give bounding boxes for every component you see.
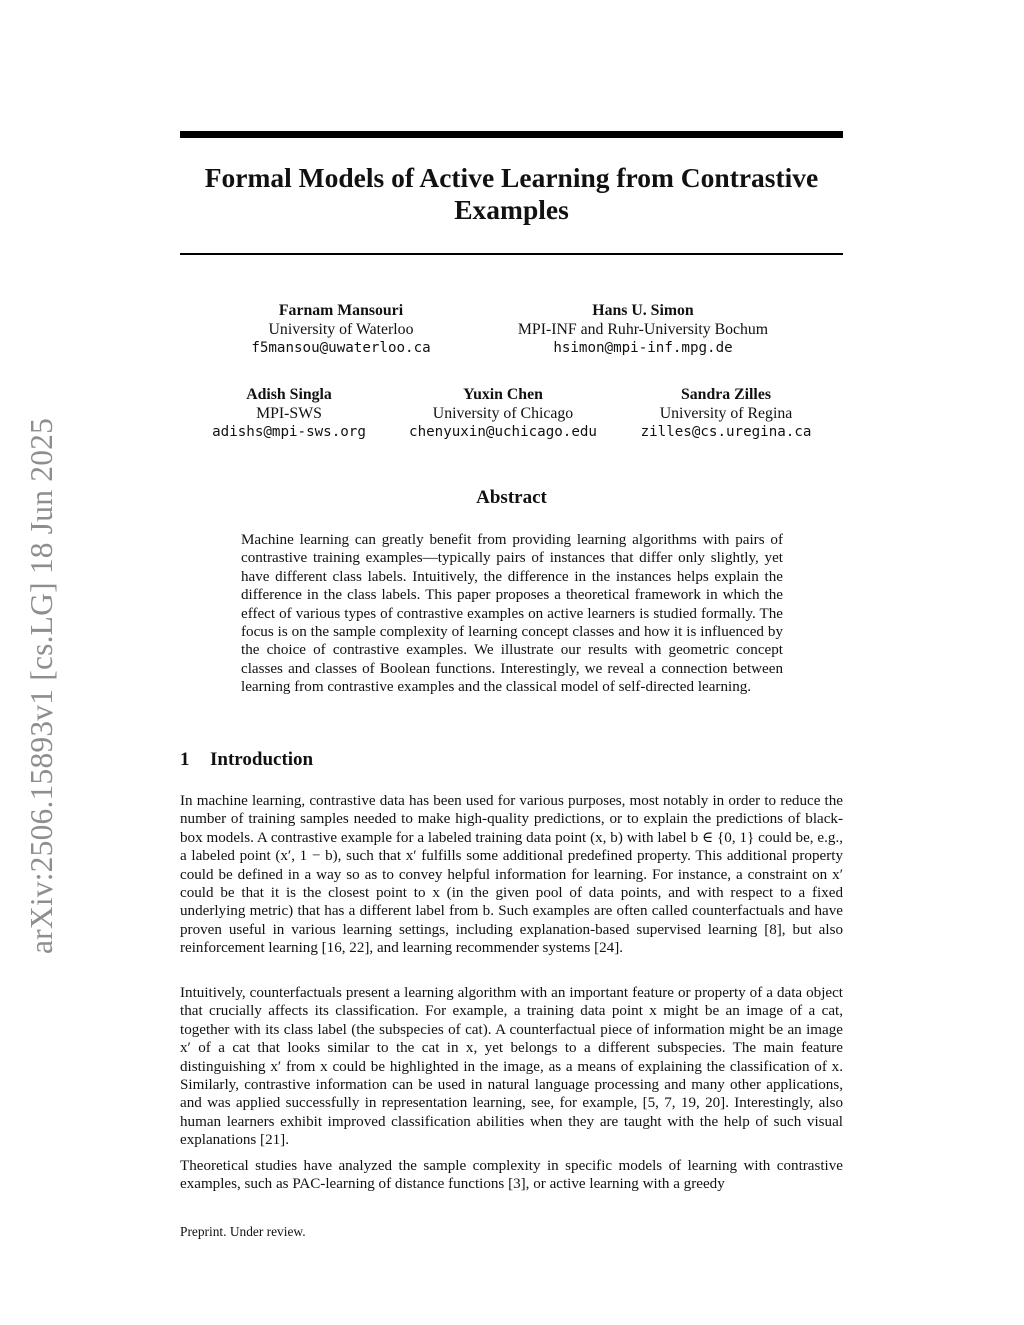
author-block [241,301,441,358]
author-affiliation: MPI-SWS [256,405,322,422]
author-block [493,301,793,358]
author-name: Sandra Zilles [681,386,771,403]
footer-note: Preprint. Under review. [180,1224,306,1239]
section-title: Introduction [210,749,314,770]
body-paragraph: In machine learning, contrastive data has been used for various purposes, most notably in order to reduce the number of training samples needed to make high-quality predictions, or to explain the predictions of black-box models. A contrastive example for a labeled training data point (x, b) with label b ∈ {0, 1} could be, e.g., a labeled point (x′, 1 − b), such that x′ fulfills some additional predefined property. This additional property could be defined in a way so as to convey helpful information for learning. For instance, a constraint on x′ could be that it is the closest point to x (in the given pool of data points, and with respect to a fixed underlying metric) that has a different label from b. Such examples are often called counterfactuals and have proven useful in various learning settings, including explanation-based supervised learning [8], but also reinforcement learning [16, 22], and learning recommender systems [24]. [180,793,843,957]
author-name: Hans U. Simon [592,302,694,319]
author-email[interactable]: chenyuxin@uchicago.edu [409,424,597,440]
author-name: Yuxin Chen [463,386,543,403]
author-block [199,385,379,442]
arxiv-identifier: arXiv:2506.15893v1 [cs.LG] 18 Jun 2025 [24,417,59,954]
paper-title: Formal Models of Active Learning from Contrastive Examples [204,162,819,225]
author-name: Adish Singla [246,386,332,403]
author-name: Farnam Mansouri [278,302,404,319]
title-bottom-rule [180,253,843,255]
author-affiliation: University of Chicago [432,405,574,422]
abstract-text: Machine learning can greatly benefit from providing learning algorithms with pairs of contrastive training examples—typically pairs of instances that differ only slightly, yet have different class labels. Intuitively, the difference in the instances helps explain the difference in the class labels. This paper proposes a theoretical framework in which the effect of various types of contrastive examples on active learners is studied formally. The focus is on the sample complexity of learning concept classes and how it is influenced by the choice of contrastive examples. We illustrate our results with geometric concept classes and classes of Boolean functions. Interestingly, we reveal a connection between learning from contrastive examples and the classical model of self-directed learning. [241,532,783,696]
title-top-rule [180,131,843,138]
author-affiliation: MPI-INF and Ruhr-University Bochum [517,321,769,338]
author-email[interactable]: hsimon@mpi-inf.mpg.de [553,340,733,356]
author-email[interactable]: zilles@cs.uregina.ca [640,424,812,440]
body-paragraph: Theoretical studies have analyzed the sample complexity in specific models of learning with contrastive examples, such as PAC-learning of distance functions [3], or active learning with a greedy [180,1158,843,1193]
author-affiliation: University of Regina [659,405,793,422]
abstract-heading: Abstract [476,487,547,508]
author-block [626,385,826,442]
author-email[interactable]: f5mansou@uwaterloo.ca [251,340,431,356]
author-block [393,385,613,442]
section-number: 1 [180,749,190,770]
author-email[interactable]: adishs@mpi-sws.org [212,424,366,440]
body-paragraph: Intuitively, counterfactuals present a learning algorithm with an important feature or property of a data object that crucially affects its classification. For example, a training data point x might be an image of a cat, together with its class label (the subspecies of cat). A counterfactual piece of information might be an image x′ of a cat that looks similar to the cat in x, yet belongs to a different subspecies. The main feature distinguishing x′ from x could be highlighted in the image, as a means of explaining the classification of x. Similarly, contrastive information can be used in natural language processing and many other applications, and was applied successfully in representation learning, see, for example, [5, 7, 19, 20]. Interestingly, also human learners exhibit improved classification abilities when they are taught with the help of such visual explanations [21]. [180,985,843,1149]
section-heading [180,749,313,771]
author-affiliation: University of Waterloo [268,321,414,338]
